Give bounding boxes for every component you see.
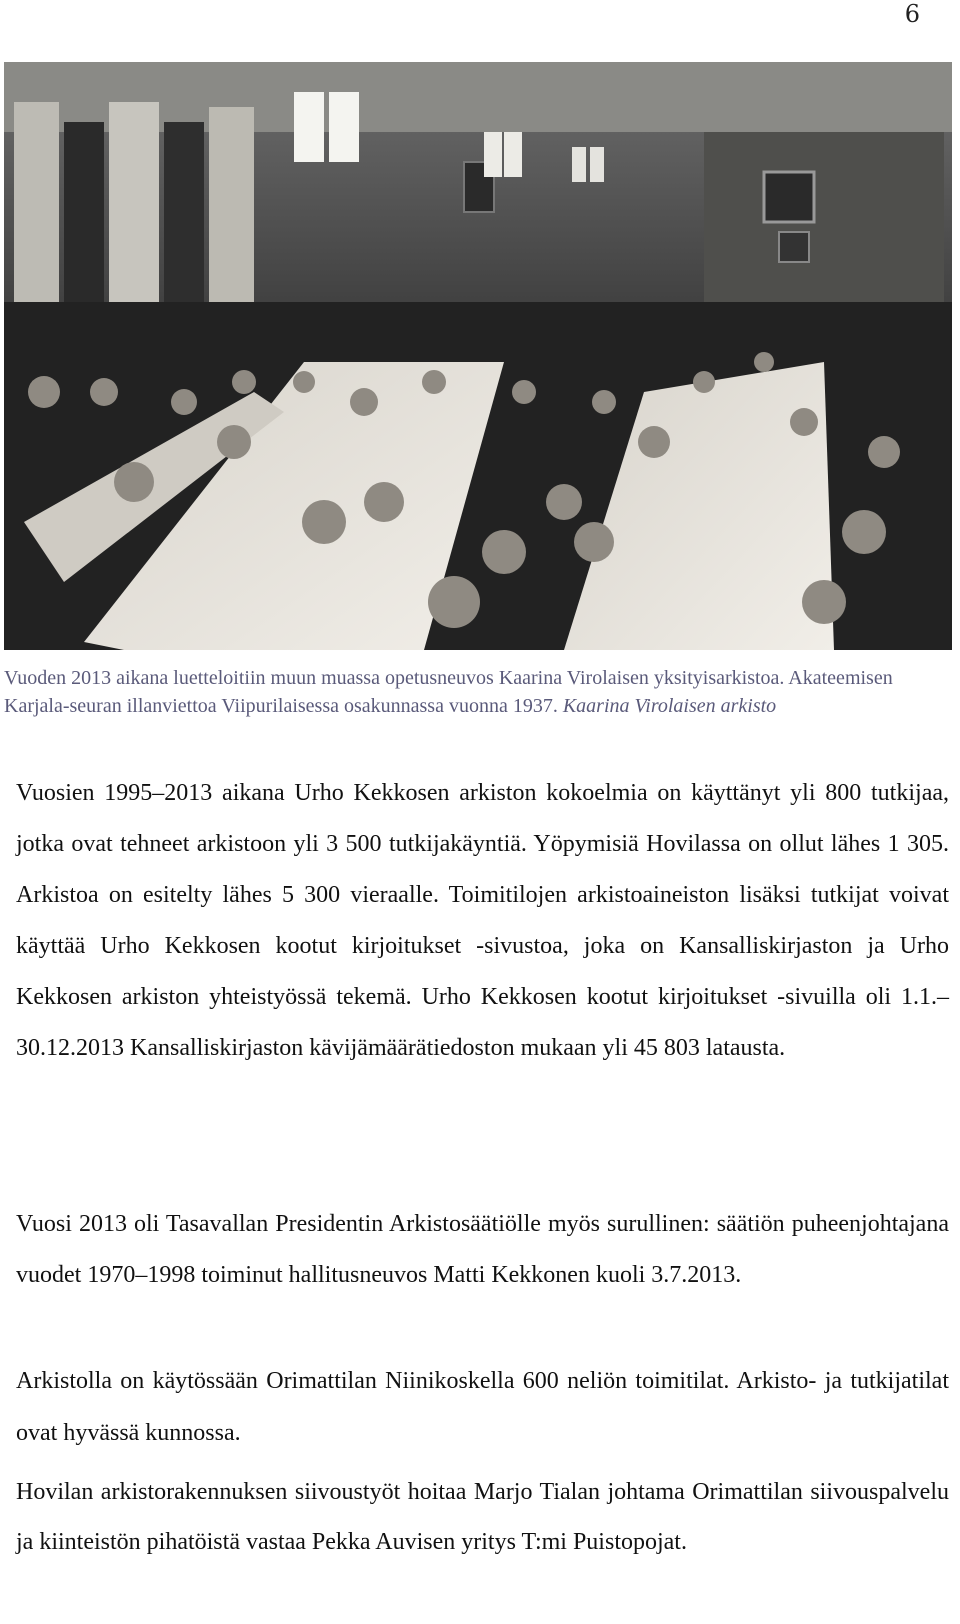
- photo-caption: [4, 664, 952, 720]
- paragraph-2-text: Vuosi 2013 oli Tasavallan Presidentin Arkistosäätiölle myös surullinen: säätiön puheenjohtajana vuodet 1970–1998 toiminut hallitusneuvos Matti Kekkonen kuoli 3.7.2013.: [16, 1211, 949, 1288]
- body-paragraph: [16, 1199, 949, 1301]
- body-paragraph: [16, 1467, 949, 1567]
- body-paragraph: [16, 768, 949, 1074]
- paragraph-4-text: Hovilan arkistorakennuksen siivoustyöt hoitaa Marjo Tialan johtama Orimattilan siivouspalvelu ja kiinteistön pihatöistä vastaa Pekka Auvisen yritys T:mi Puistopojat.: [16, 1479, 949, 1555]
- caption-credit: Kaarina Virolaisen arkisto: [562, 695, 777, 717]
- archival-photo: [4, 62, 952, 650]
- paragraph-3-text: Arkistolla on käytössään Orimattilan Niinikoskella 600 neliön toimitilat. Arkisto- ja tutkijatilat ovat hyvässä kunnossa.: [16, 1368, 949, 1446]
- paragraph-1-text: Vuosien 1995–2013 aikana Urho Kekkosen arkiston kokoelmia on käyttänyt yli 800 tutkijaa, jotka ovat tehneet arkistoon yli 3 500 tutkijakäyntiä. Yöpymisiä Hovilassa on ollut lähes 1 305. Arkistoa on esitelty lähes 5 300 vieraalle. Toimitilojen arkistoaineiston lisäksi tutkijat voivat käyttää Urho Kekkosen kootut kirjoitukset -sivustoa, joka on Kansalliskirjaston ja Urho Kekkosen arkiston yhteistyössä tekemä. Urho Kekkosen kootut kirjoitukset -sivuilla oli 1.1.–30.12.2013 Kansalliskirjaston kävijämäärätiedoston mukaan yli 45 803 latausta.: [16, 780, 949, 1061]
- body-paragraph: [16, 1355, 949, 1459]
- page-number: 6: [904, 0, 920, 28]
- caption-text: Vuoden 2013 aikana luetteloitiin muun muassa opetusneuvos Kaarina Virolaisen yksityisarkistoa. Akateemisen Karjala-seuran illanviettoa Viipurilaisessa osakunnassa vuonna 1937.: [4, 667, 893, 717]
